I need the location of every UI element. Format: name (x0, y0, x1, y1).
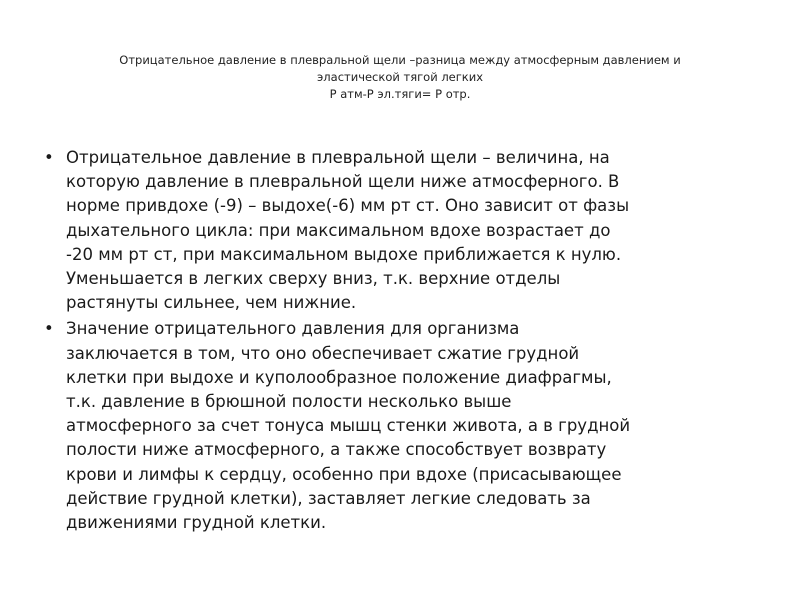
title-line: Отрицательное давление в плевральной щели –разница между атмосферным давлением и (119, 53, 681, 67)
bullet-text-line: крови и лимфы к сердцу, особенно при вдохе (присасывающее (66, 464, 622, 484)
bullet-text-line: полости ниже атмосферного, а также способствует возврату (66, 440, 607, 460)
title-formula: Р атм-Р эл.тяги= Р отр. (329, 87, 471, 101)
bullet-text-line: Уменьшается в легких сверху вниз, т.к. верхние отделы (66, 269, 561, 289)
bullet-text-line: клетки при выдохе и куполообразное положение диафрагмы, (66, 367, 612, 387)
bullet-item-2 (44, 317, 744, 535)
bullet-text-line: Отрицательное давление в плевральной щели – величина, на (66, 148, 610, 167)
bullet-text-line: атмосферного за счет тонуса мышц стенки живота, а в грудной (66, 416, 631, 436)
title-line: эластической тягой легких (316, 70, 484, 84)
slide-title (60, 52, 740, 103)
bullet-marker: • (44, 319, 54, 339)
bullet-text-line: дыхательного цикла: при максимальном вдохе возрастает до (66, 220, 611, 240)
bullet-text-line: которую давление в плевральной щели ниже атмосферного. В (66, 172, 620, 192)
slide-body (44, 146, 744, 537)
bullet-text-line: действие грудной клетки), заставляет легкие следовать за (66, 488, 591, 508)
bullet-text-line: растянуты сильнее, чем нижние. (66, 293, 357, 313)
bullet-marker: • (44, 148, 54, 167)
bullet-text-line: т.к. давление в брюшной полости несколько выше (66, 392, 512, 412)
bullet-text-line: заключается в том, что оно обеспечивает сжатие грудной (66, 343, 580, 363)
bullet-text-line: Значение отрицательного давления для организма (66, 319, 520, 339)
bullet-text-line: -20 мм рт ст, при максимальном выдохе приближается к нулю. (66, 244, 622, 264)
bullet-text-line: движениями грудной клетки. (66, 513, 327, 533)
bullet-item-1 (44, 146, 744, 315)
bullet-text-line: норме привдохе (-9) – выдохе(-6) мм рт ст. Оно зависит от фазы (66, 196, 630, 216)
